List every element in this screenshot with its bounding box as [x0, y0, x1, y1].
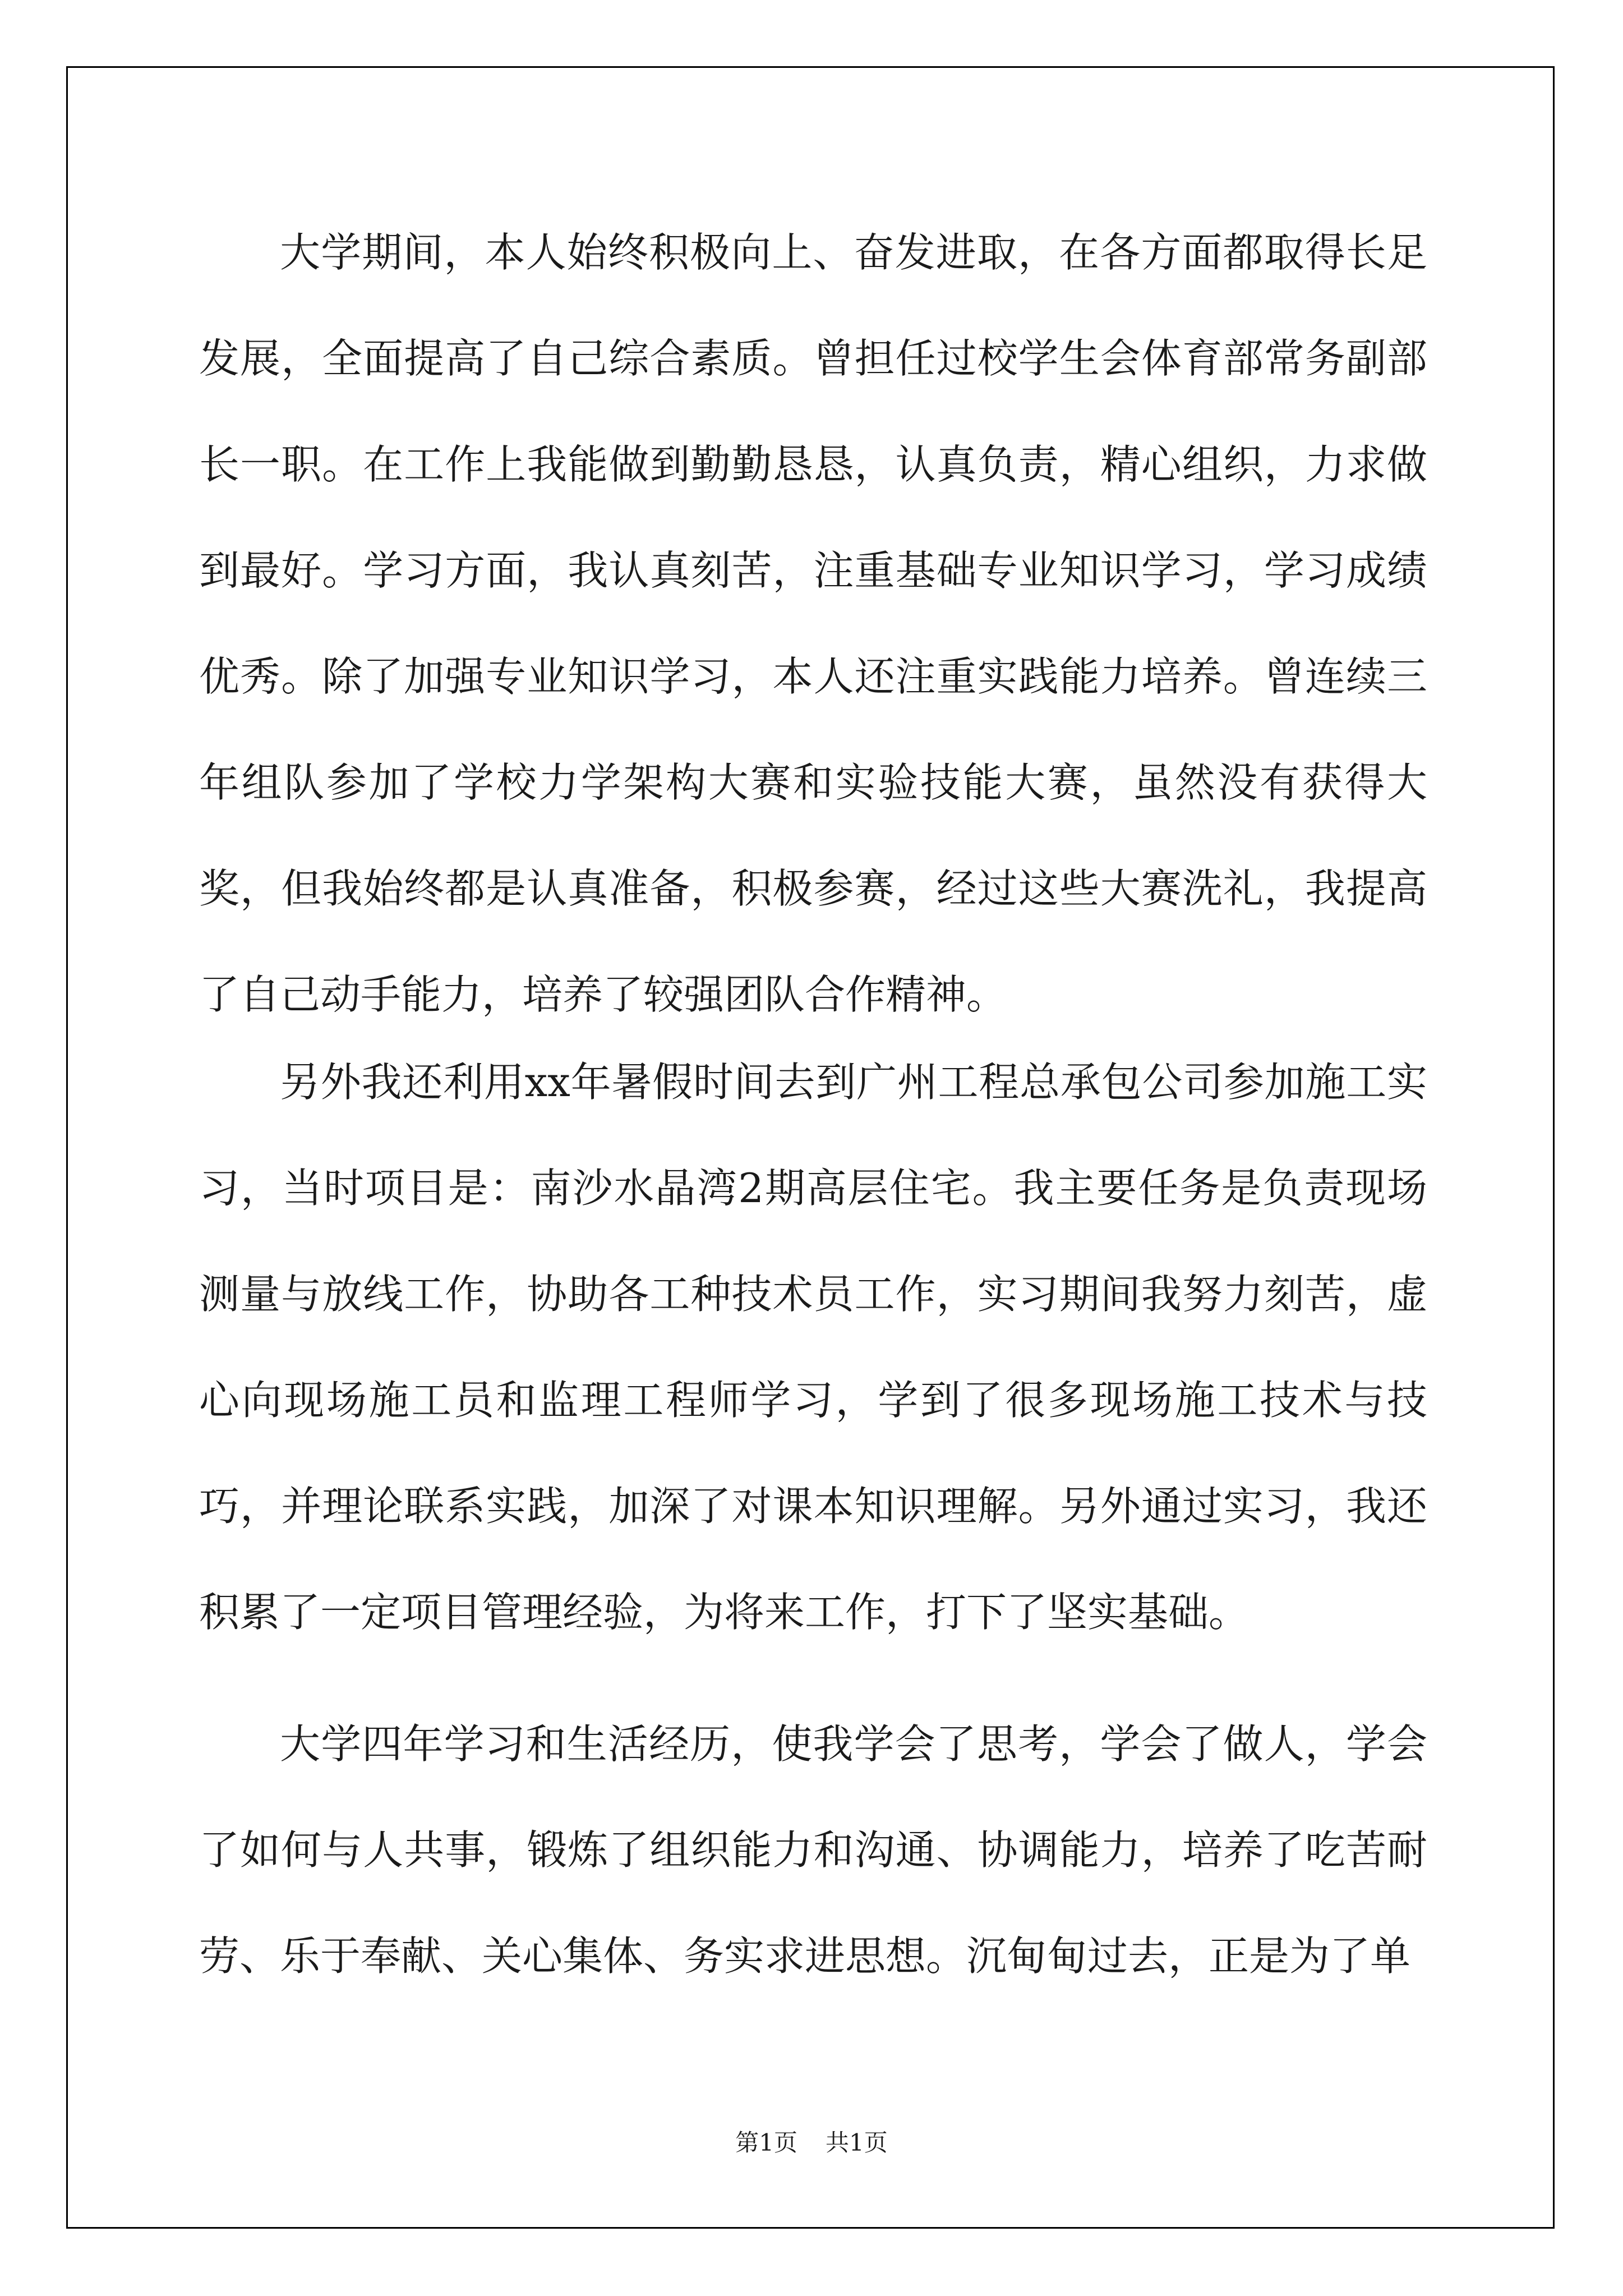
page-footer — [0, 2126, 1623, 2160]
paragraph-1: 大学期间，本人始终积极向上、奋发进取，在各方面都取得长足发展，全面提高了自己综合素质。曾担任过校学生会体育部常务副部长一职。在工作上我能做到勤勤恳恳，认真负责，精心组织，力求做到最好。学习方面，我认真刻苦，注重基础专业知识学习，学习成绩优秀。除了加强专业知识学习，本人还注重实践能力培养。曾连续三年组队参加了学校力学架构大赛和实验技能大赛，虽然没有获得大奖，但我始终都是认真准备，积极参赛，经过这些大赛洗礼，我提高了自己动手能力，培养了较强团队合作精神。 — [199, 229, 1427, 1018]
paragraph-2: 另外我还利用xx年暑假时间去到广州工程总承包公司参加施工实习，当时项目是：南沙水晶湾2期高层住宅。我主要任务是负责现场测量与放线工作，协助各工种技术员工作，实习期间我努力刻苦，虚心向现场施工员和监理工程师学习，学到了很多现场施工技术与技巧，并理论联系实践，加深了对课本知识理解。另外通过实习，我还积累了一定项目管理经验，为将来工作，打下了坚实基础。 — [199, 1059, 1427, 1636]
page-number: 第1页 — [735, 2129, 797, 2156]
page-total: 共1页 — [826, 2129, 888, 2156]
paragraph-3: 大学四年学习和生活经历，使我学会了思考，学会了做人，学会了如何与人共事，锻炼了组织能力和沟通、协调能力，培养了吃苦耐劳、乐于奉献、关心集体、务实求进思想。沉甸甸过去，正是为了单 — [199, 1720, 1427, 1980]
